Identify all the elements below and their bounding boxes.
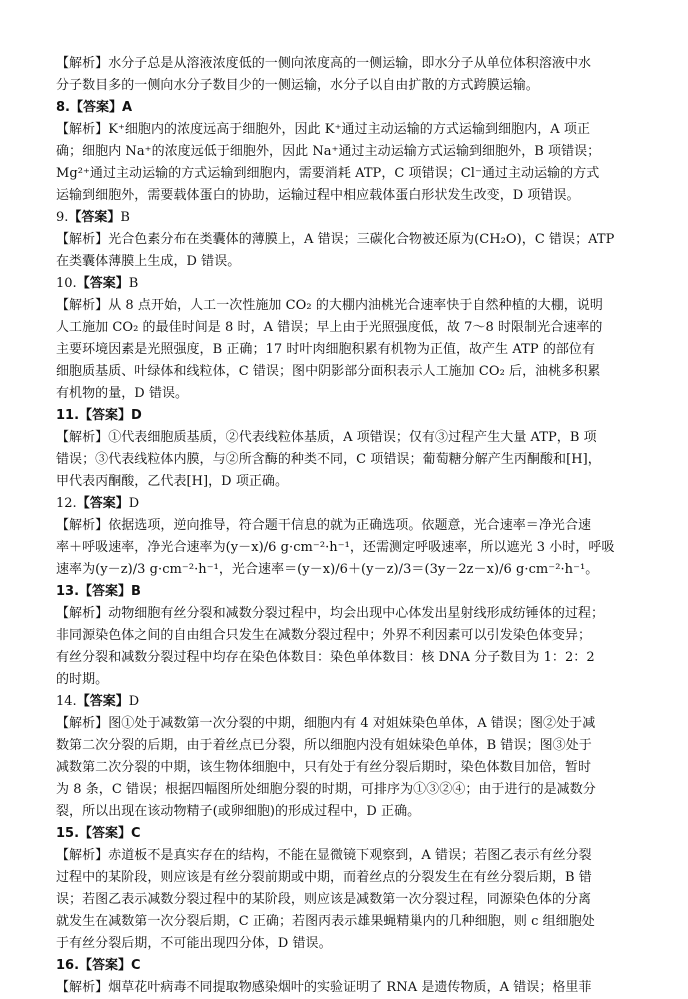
answer-value: C	[131, 958, 141, 973]
explanation-line: 主要环境因素是光照强度，B 正确；17 时叶肉细胞积累有机物为正值，故产生 ATP 的部位有	[56, 342, 596, 357]
question-number: 10.	[56, 276, 77, 291]
explanation-line: 【解析】烟草花叶病毒不同提取物感染烟叶的实验证明了 RNA 是遗传物质，A 错误；格里菲	[56, 980, 592, 995]
explanation-line: 有丝分裂和减数分裂过程中均存在染色体数目：染色单体数目：核 DNA 分子数目为 1：2：2	[56, 650, 595, 665]
question-number: 13.	[56, 584, 80, 599]
answer-heading	[56, 273, 638, 295]
explanation-line: 为 8 条，C 错误；根据四幅图所处细胞分裂的时期，可排序为①③②④；由于进行的是减数分	[56, 782, 596, 797]
explanation-line: 运输到细胞外，需要载体蛋白的协助，运输过程中相应载体蛋白形状发生改变，D 项错误。	[56, 188, 580, 203]
explanation-line: 【解析】水分子总是从溶液浓度低的一侧向浓度高的一侧运输，即水分子从单位体积溶液中水	[56, 56, 592, 71]
explanation-line: 【解析】从 8 点开始，人工一次性施加 CO₂ 的大棚内油桃光合速率快于自然种植的大棚，说明	[56, 298, 603, 313]
answer-value: B	[128, 276, 139, 291]
explanation-line: 【解析】光合色素分布在类囊体的薄膜上，A 错误；三碳化合物被还原为(CH₂O)，C 错误；ATP	[56, 232, 615, 247]
explanation-line: 在类囊体薄膜上生成，D 错误。	[56, 254, 241, 269]
answer-heading	[56, 823, 638, 845]
answer-heading	[56, 207, 638, 229]
question-number: 8.	[56, 100, 70, 115]
question-number: 14.	[56, 694, 77, 709]
answer-heading	[56, 493, 638, 515]
answer-label: 【答案】	[79, 584, 132, 599]
explanation-paragraph	[56, 713, 638, 823]
answer-value: B	[131, 584, 141, 599]
answer-label: 【答案】	[68, 210, 121, 225]
question-number: 9.	[56, 210, 69, 225]
answer-heading	[56, 581, 638, 603]
explanation-paragraph	[56, 119, 638, 207]
explanation-line: 就发生在减数第一次分裂后期，C 正确；若图丙表示雄果蝇精巢内的几种细胞，则 c 组细胞处	[56, 914, 595, 929]
explanation-paragraph	[56, 53, 638, 97]
explanation-line: 【解析】图①处于减数第一次分裂的中期，细胞内有 4 对姐妹染色单体，A 错误；图②处于减	[56, 716, 596, 731]
explanation-line: 非同源染色体之间的自由组合只发生在减数分裂过程中；外界不利因素可以引发染色体变异；	[56, 628, 592, 643]
explanation-paragraph	[56, 427, 638, 493]
answer-value: B	[120, 210, 130, 225]
answer-label: 【答案】	[69, 100, 122, 115]
explanation-line: 于有丝分裂后期，不可能出现四分体，D 错误。	[56, 936, 332, 951]
explanation-line: 【解析】①代表细胞质基质，②代表线粒体基质，A 项错误；仅有③过程产生大量 ATP，B 项	[56, 430, 597, 445]
explanation-line: 细胞质基质、叶绿体和线粒体，C 错误；图中阴影部分面积表示人工施加 CO₂ 后，油桃多积累	[56, 364, 601, 379]
explanation-line: 确；细胞内 Na⁺的浓度远低于细胞外，因此 Na⁺通过主动运输方式运输到细胞外，B 项错误；	[56, 144, 601, 159]
answer-value: D	[131, 408, 142, 423]
answer-label: 【答案】	[79, 408, 132, 423]
question-number: 16.	[56, 958, 80, 973]
question-number: 15.	[56, 826, 80, 841]
explanation-paragraph	[56, 515, 638, 581]
explanation-line: 裂，所以出现在该动物精子(或卵细胞)的形成过程中，D 正确。	[56, 804, 421, 819]
explanation-line: 错误；③代表线粒体内膜，与②所含酶的种类不同，C 项错误；葡萄糖分解产生丙酮酸和[H]，	[56, 452, 601, 467]
answer-label: 【答案】	[76, 694, 129, 709]
answer-heading	[56, 97, 638, 119]
explanation-line: 数第二次分裂的后期，由于着丝点已分裂，所以细胞内没有姐妹染色单体，B 错误；图③处于	[56, 738, 592, 753]
explanation-line: 的时期。	[56, 672, 109, 687]
explanation-line: 【解析】赤道板不是真实存在的结构，不能在显微镜下观察到，A 错误；若图乙表示有丝分裂	[56, 848, 592, 863]
explanation-line: 速率为(y－z)/3 g·cm⁻²·h⁻¹，光合速率＝(y－x)/6＋(y－z)/3＝(3y－2z－x)/6 g·cm⁻²·h⁻¹。	[56, 562, 599, 577]
answer-heading	[56, 691, 638, 713]
explanation-line: 有机物的量，D 错误。	[56, 386, 189, 401]
explanation-line: 【解析】动物细胞有丝分裂和减数分裂过程中，均会出现中心体发出星射线形成纺锤体的过程；	[56, 606, 605, 621]
explanation-line: 分子数目多的一侧向水分子数目少的一侧运输，水分子以自由扩散的方式跨膜运输。	[56, 78, 539, 93]
explanation-paragraph	[56, 977, 638, 999]
explanation-line: 率＋呼吸速率，净光合速率为(y－x)/6 g·cm⁻²·h⁻¹，还需测定呼吸速率，所以遮光 3 小时，呼吸	[56, 540, 615, 555]
question-number: 11.	[56, 408, 80, 423]
explanation-line: 【解析】依据选项，逆向推导，符合题干信息的就为正确选项。依题意，光合速率＝净光合速	[56, 518, 592, 533]
explanation-paragraph	[56, 603, 638, 691]
explanation-paragraph	[56, 295, 638, 405]
answer-label: 【答案】	[79, 826, 132, 841]
answer-value: C	[131, 826, 141, 841]
explanation-paragraph	[56, 229, 638, 273]
explanation-line: 【解析】K⁺细胞内的浓度远高于细胞外，因此 K⁺通过主动运输的方式运输到细胞内，A 项正	[56, 122, 591, 137]
question-number: 12.	[56, 496, 77, 511]
explanation-line: 人工施加 CO₂ 的最佳时间是 8 时，A 错误；早上由于光照强度低，故 7～8 时限制光合速率的	[56, 320, 603, 335]
answer-value: A	[122, 100, 133, 115]
explanation-line: 误；若图乙表示减数分裂过程中的某阶段，则应该是减数第一次分裂过程，同源染色体的分离	[56, 892, 592, 907]
answer-label: 【答案】	[79, 958, 132, 973]
answer-heading	[56, 955, 638, 977]
explanation-line: 减数第二次分裂的中期，该生物体细胞中，只有处于有丝分裂后期时，染色体数目加倍，暂时	[56, 760, 592, 775]
explanation-paragraph	[56, 845, 638, 955]
explanation-line: 甲代表丙酮酸，乙代表[H]，D 项正确。	[56, 474, 289, 489]
answer-value: D	[128, 496, 140, 511]
answer-label: 【答案】	[76, 276, 129, 291]
answer-label: 【答案】	[76, 496, 129, 511]
explanation-line: Mg²⁺通过主动运输的方式运输到细胞内，需要消耗 ATP，C 项错误；Cl⁻通过主动运输的方式	[56, 166, 600, 181]
answer-heading	[56, 405, 638, 427]
explanation-line: 过程中的某阶段，则应该是有丝分裂前期或中期，而着丝点的分裂发生在有丝分裂后期，B 错	[56, 870, 592, 885]
answer-value: D	[128, 694, 140, 709]
